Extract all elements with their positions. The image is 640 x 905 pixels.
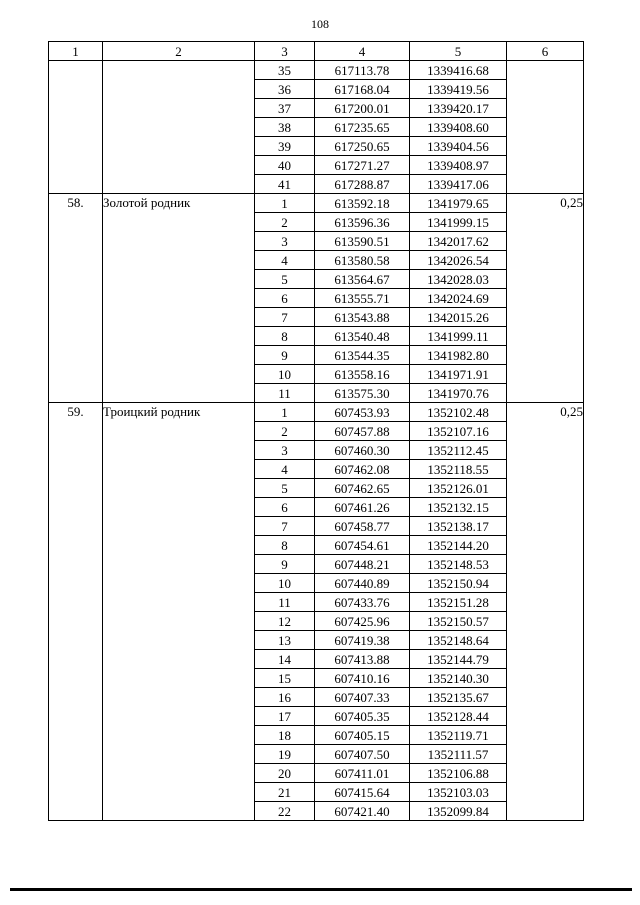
column-header-6: 6 [507,42,584,61]
point-number: 2 [255,213,315,232]
coordinate-x: 607462.08 [315,460,410,479]
coordinate-x: 613590.51 [315,232,410,251]
coordinate-x: 613555.71 [315,289,410,308]
coordinate-y: 1352103.03 [410,783,507,802]
table-body [49,61,584,821]
point-number: 14 [255,650,315,669]
coordinate-y: 1352132.15 [410,498,507,517]
coordinate-y: 1352119.71 [410,726,507,745]
point-number: 11 [255,593,315,612]
point-number: 17 [255,707,315,726]
coordinate-x: 607419.38 [315,631,410,650]
coordinate-y: 1339417.06 [410,175,507,194]
table-header [49,42,584,61]
point-number: 40 [255,156,315,175]
coordinate-x: 617271.27 [315,156,410,175]
coordinate-y: 1339408.60 [410,118,507,137]
point-number: 18 [255,726,315,745]
point-number: 39 [255,137,315,156]
coordinate-x: 607462.65 [315,479,410,498]
coordinate-x: 607461.26 [315,498,410,517]
point-number: 5 [255,479,315,498]
coordinate-y: 1352111.57 [410,745,507,764]
coordinate-y: 1352144.20 [410,536,507,555]
coordinate-y: 1352106.88 [410,764,507,783]
coordinate-x: 607440.89 [315,574,410,593]
table-row [49,194,584,213]
point-number: 22 [255,802,315,821]
point-number: 1 [255,403,315,422]
object-name [103,61,255,194]
coordinate-y: 1339416.68 [410,61,507,80]
coordinate-y: 1341971.91 [410,365,507,384]
object-name: Золотой родник [103,194,255,403]
point-number: 5 [255,270,315,289]
coordinate-x: 613543.88 [315,308,410,327]
column-header-4: 4 [315,42,410,61]
coordinate-x: 607433.76 [315,593,410,612]
coordinate-y: 1341979.65 [410,194,507,213]
point-number: 12 [255,612,315,631]
coordinate-y: 1339404.56 [410,137,507,156]
coordinate-y: 1352138.17 [410,517,507,536]
coordinate-y: 1352128.44 [410,707,507,726]
coordinate-y: 1352150.57 [410,612,507,631]
point-number: 11 [255,384,315,403]
point-number: 2 [255,422,315,441]
coordinate-y: 1341970.76 [410,384,507,403]
coordinate-x: 607405.15 [315,726,410,745]
coordinate-x: 607425.96 [315,612,410,631]
object-area: 0,25 [507,194,584,403]
coordinate-y: 1342028.03 [410,270,507,289]
coordinate-x: 613592.18 [315,194,410,213]
point-number: 7 [255,308,315,327]
point-number: 21 [255,783,315,802]
point-number: 3 [255,232,315,251]
point-number: 4 [255,251,315,270]
coordinate-x: 617113.78 [315,61,410,80]
coordinate-x: 607421.40 [315,802,410,821]
coordinate-x: 607407.33 [315,688,410,707]
coordinate-y: 1342026.54 [410,251,507,270]
column-header-1: 1 [49,42,103,61]
coordinate-x: 607448.21 [315,555,410,574]
point-number: 35 [255,61,315,80]
coordinate-y: 1352135.67 [410,688,507,707]
footer-rule [10,888,632,891]
point-number: 13 [255,631,315,650]
coordinate-x: 607405.35 [315,707,410,726]
object-area [507,61,584,194]
coordinate-x: 613558.16 [315,365,410,384]
coordinates-table [48,41,584,821]
coordinate-y: 1342015.26 [410,308,507,327]
page-number: 108 [311,17,329,31]
point-number: 41 [255,175,315,194]
coordinate-x: 613544.35 [315,346,410,365]
point-number: 20 [255,764,315,783]
coordinate-y: 1341982.80 [410,346,507,365]
object-name: Троицкий родник [103,403,255,821]
coordinate-y: 1342017.62 [410,232,507,251]
coordinate-y: 1352140.30 [410,669,507,688]
coordinate-x: 607460.30 [315,441,410,460]
object-number [49,61,103,194]
coordinate-y: 1342024.69 [410,289,507,308]
point-number: 37 [255,99,315,118]
coordinate-x: 607454.61 [315,536,410,555]
point-number: 15 [255,669,315,688]
point-number: 1 [255,194,315,213]
coordinate-y: 1352102.48 [410,403,507,422]
coordinate-x: 617168.04 [315,80,410,99]
coordinate-y: 1352151.28 [410,593,507,612]
point-number: 38 [255,118,315,137]
point-number: 16 [255,688,315,707]
column-header-3: 3 [255,42,315,61]
coordinate-x: 607453.93 [315,403,410,422]
column-header-5: 5 [410,42,507,61]
coordinate-y: 1352112.45 [410,441,507,460]
coordinate-x: 613580.58 [315,251,410,270]
coordinate-y: 1352148.53 [410,555,507,574]
point-number: 6 [255,289,315,308]
coordinate-x: 617235.65 [315,118,410,137]
coordinate-y: 1339420.17 [410,99,507,118]
coordinate-x: 607411.01 [315,764,410,783]
point-number: 3 [255,441,315,460]
coordinate-y: 1352150.94 [410,574,507,593]
point-number: 7 [255,517,315,536]
coordinate-y: 1352118.55 [410,460,507,479]
point-number: 6 [255,498,315,517]
coordinate-y: 1341999.11 [410,327,507,346]
coordinate-y: 1352126.01 [410,479,507,498]
point-number: 19 [255,745,315,764]
column-header-2: 2 [103,42,255,61]
coordinate-y: 1352107.16 [410,422,507,441]
point-number: 8 [255,536,315,555]
coordinate-y: 1352148.64 [410,631,507,650]
point-number: 36 [255,80,315,99]
object-number: 59. [49,403,103,821]
point-number: 4 [255,460,315,479]
coordinate-x: 617250.65 [315,137,410,156]
point-number: 10 [255,365,315,384]
coordinate-x: 613596.36 [315,213,410,232]
header-row [49,42,584,61]
table-row [49,403,584,422]
coordinate-x: 613540.48 [315,327,410,346]
coordinate-x: 613564.67 [315,270,410,289]
point-number: 9 [255,346,315,365]
coordinate-x: 617200.01 [315,99,410,118]
coordinate-y: 1352099.84 [410,802,507,821]
point-number: 10 [255,574,315,593]
coordinate-x: 607410.16 [315,669,410,688]
coordinate-y: 1339408.97 [410,156,507,175]
coordinate-y: 1352144.79 [410,650,507,669]
coordinate-x: 617288.87 [315,175,410,194]
coordinate-y: 1339419.56 [410,80,507,99]
coordinate-x: 613575.30 [315,384,410,403]
coordinate-y: 1341999.15 [410,213,507,232]
point-number: 9 [255,555,315,574]
object-number: 58. [49,194,103,403]
table-row [49,61,584,80]
object-area: 0,25 [507,403,584,821]
coordinate-x: 607407.50 [315,745,410,764]
coordinate-x: 607413.88 [315,650,410,669]
point-number: 8 [255,327,315,346]
coordinate-x: 607415.64 [315,783,410,802]
coordinate-x: 607458.77 [315,517,410,536]
coordinate-x: 607457.88 [315,422,410,441]
